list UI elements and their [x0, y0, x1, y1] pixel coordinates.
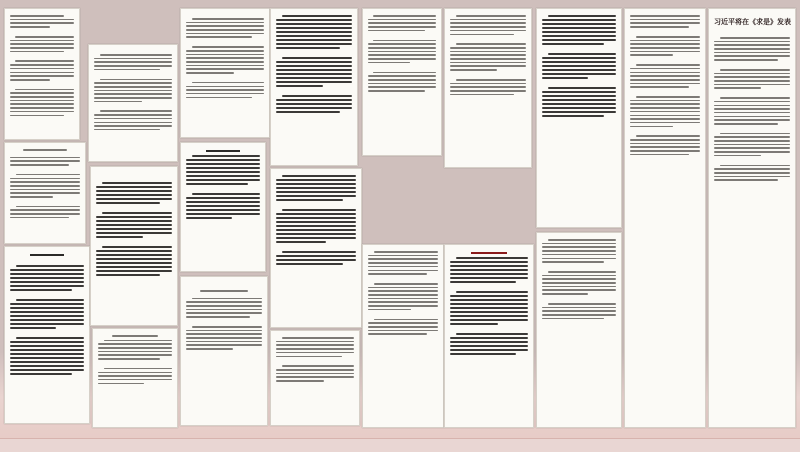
document-card [180, 8, 270, 138]
document-card [444, 8, 532, 168]
document-card [536, 8, 622, 228]
document-card [270, 330, 360, 426]
document-card [362, 244, 444, 428]
document-card [90, 166, 178, 326]
document-card [536, 232, 622, 428]
featured-title: 习近平将在《求是》发表 [714, 17, 791, 26]
document-card [4, 8, 80, 140]
document-card [362, 8, 442, 156]
document-card [92, 328, 178, 428]
document-card [444, 244, 534, 428]
document-card [270, 8, 358, 166]
document-card [4, 246, 90, 424]
footer-band [0, 438, 800, 452]
featured-document [708, 8, 796, 428]
document-card [624, 8, 706, 428]
document-card [180, 276, 268, 426]
document-card [180, 142, 266, 272]
document-card [270, 168, 362, 328]
document-card [4, 142, 86, 244]
document-card [88, 44, 178, 162]
